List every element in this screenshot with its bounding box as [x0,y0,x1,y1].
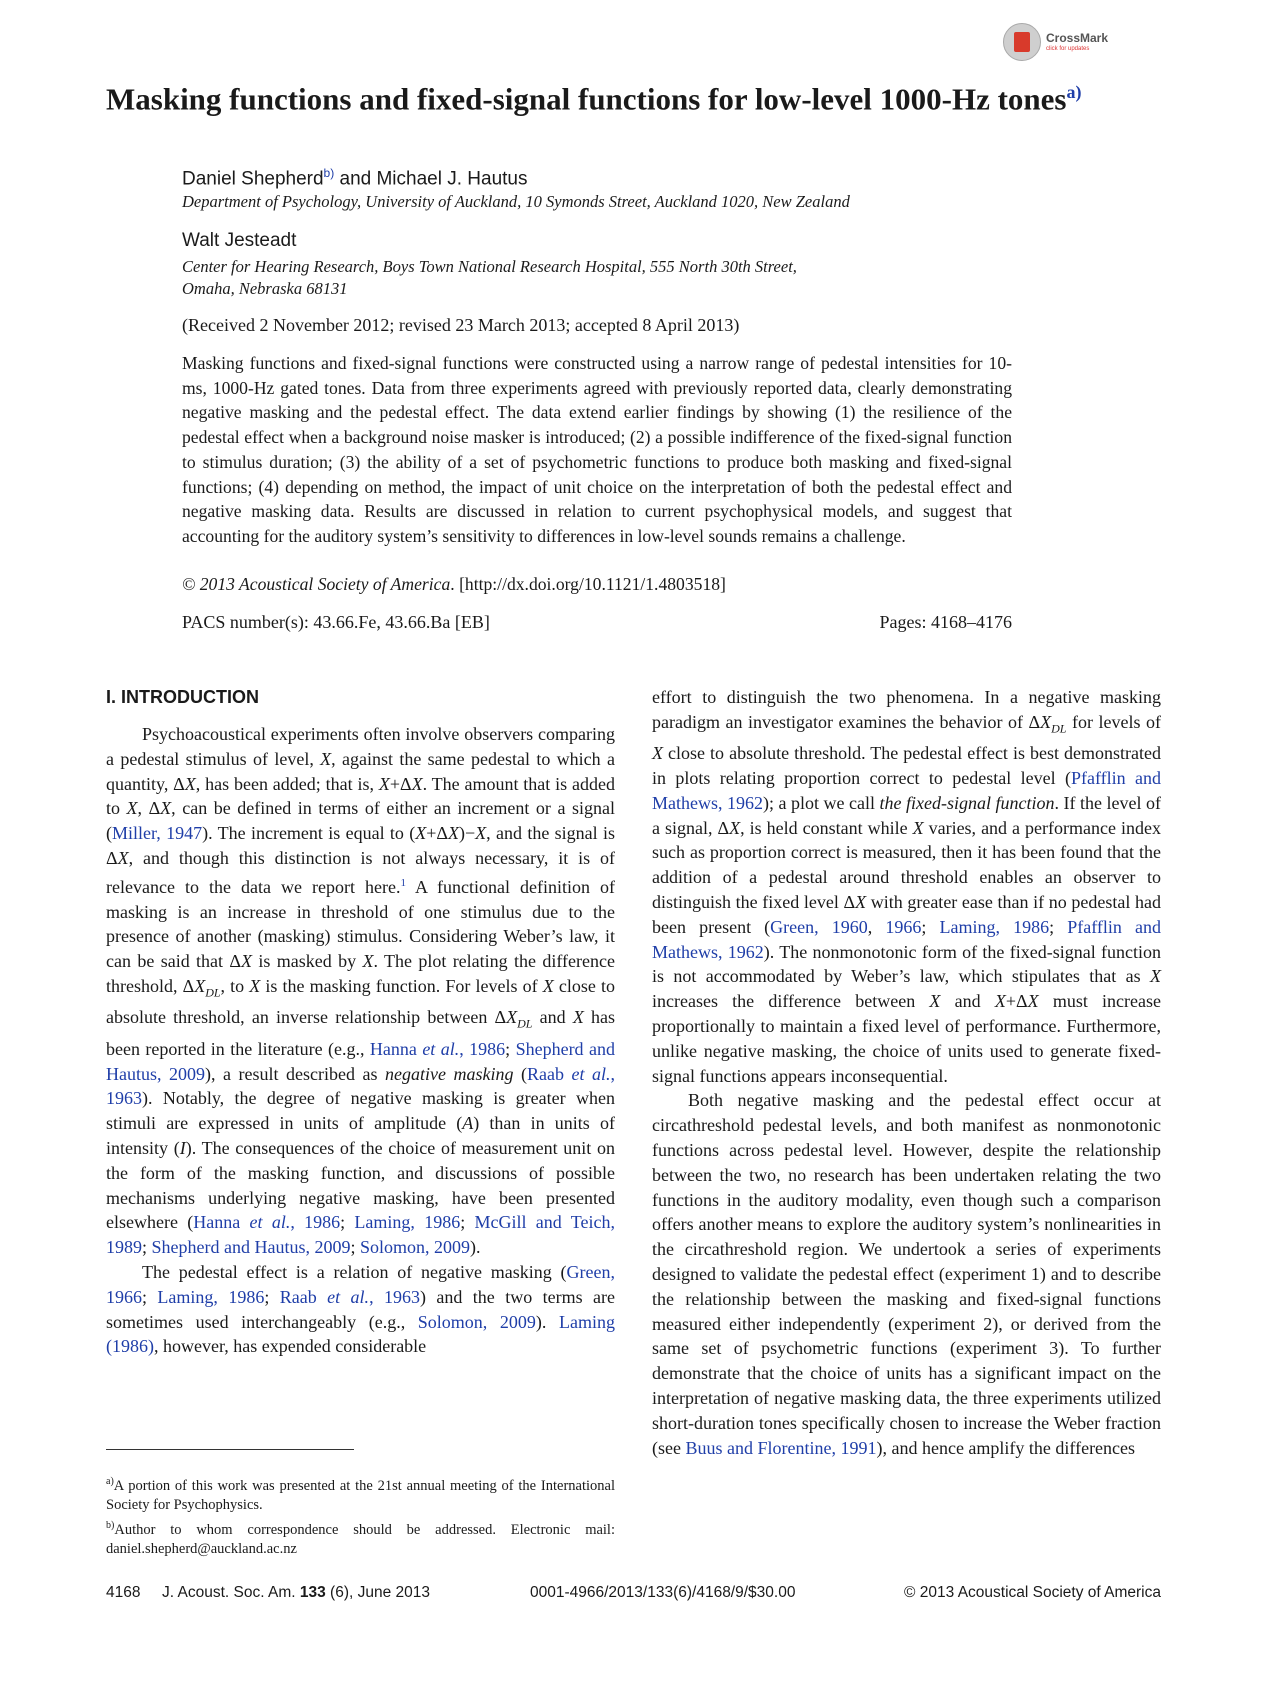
citation-link[interactable]: Green, 1960 [770,916,868,937]
abstract: Masking functions and fixed-signal functions were constructed using a narrow range of pedestal intensities for 10-ms, 1000-Hz gated tones. Data from three experiments agreed with previously reported data, clearly demonstrating negative masking and the pedestal effect. The data extend earlier findings by showing (1) the resilience of the pedestal effect when a background noise masker is introduced; (2) a possible indifference of the fixed-signal function to stimulus duration; (3) the ability of a set of psychometric functions to produce both masking and fixed-signal functions; (4) depending on method, the impact of unit choice on the interpretation of both the pedestal effect and negative masking data. Results are discussed in relation to current psychophysical models, and suggest that accounting for the auditory system’s sensitivity to differences in low-level sounds remains a challenge. [182,353,1012,546]
affiliation-2: Center for Hearing Research, Boys Town National Research Hospital, 555 North 30th Street, Omaha, Nebraska 68131 [182,257,797,298]
citation-link[interactable]: Raab et al., 1963 [106,1063,616,1109]
citation-link[interactable]: Laming, 1986 [354,1212,461,1233]
footnote-divider [106,1449,354,1450]
paragraph: effort to distinguish the two phenomena. In a negative masking paradigm an investigator examines the behavior of $\Delta X_{DL}$ for levels of X close to absolute threshold. The pedestal effect is best demonstrated in plots relating proportion correct to pedestal level (Pfafflin and Mathews, 1962); a plot we call the fixed-signal function. If the level of a signal, ΔX, is held constant while X varies, and a performance index such as proportion correct is measured, then it has been found that the addition of a pedestal around threshold enables an observer to distinguish the fixed level ΔX with greater ease than if no pedestal had been present (Green, 1960, 1966; Laming, 1986; Pfafflin and Mathews, 1962). The nonmonotonic form of the fixed-signal function is not accommodated by Weber’s law, which stipulates that as X increases the difference between X and X+ΔX must increase proportionally to maintain a fixed level of performance. Furthermore, unlike negative masking, the choice of units used to generate fixed-signal functions appears inconsequential. [652,687,1162,1086]
citation-link[interactable]: Pfafflin and Mathews, 1962 [652,767,1161,813]
footer-code: 0001-4966/2013/133(6)/4168/9/$30.00 [530,1584,796,1601]
footnote-b: $^{b)}$Author to whom correspondence should be addressed. Electronic mail: daniel.shepherd@auckland.ac.nz [106,1519,615,1558]
received-dates: (Received 2 November 2012; revised 23 March 2013; accepted 8 April 2013) [182,315,740,335]
abstract-copyright: © 2013 Acoustical Society of America. [http://dx.doi.org/10.1121/1.4803518] [182,574,726,594]
body-column-left [106,722,615,1359]
citation-link[interactable]: Hanna et al., 1986 [369,1038,506,1059]
footnotes [106,1472,615,1560]
citation-link[interactable]: Pfafflin and Mathews, 1962 [652,916,1161,962]
citation-link[interactable]: Laming (1986) [106,1311,615,1357]
page-footer [106,1584,1161,1602]
paragraph: Psychoacoustical experiments often involve observers comparing a pedestal stimulus of level, X, against the same pedestal to which a quantity, ΔX, has been added; that is, X+ΔX. The amount that is added to X, ΔX, can be defined in terms of either an increment or a signal (Miller, 1947). The increment is equal to (X+ΔX)−X, and the signal is ΔX, and though this distinction is not always necessary, it is of relevance to the data we report here.$^1$ A functional definition of masking is an increase in threshold of one stimulus due to the presence of another (masking) stimulus. Considering Weber’s law, it can be said that ΔX is masked by X. The plot relating the difference threshold, $\Delta X_{DL}$, to X is the masking function. For levels of X close to absolute threshold, an inverse relationship between $\Delta X_{DL}$ and X has been reported in the literature (e.g., Hanna et al., 1986; Shepherd and Hautus, 2009), a result described as negative masking (Raab et al., 1963). Notably, the degree of negative masking is greater when stimuli are expressed in units of amplitude (A) than in units of intensity (I). The consequences of the choice of measurement unit on the form of the masking function, and discussions of possible mechanisms underlying negative masking, have been presented elsewhere (Hanna et al., 1986; Laming, 1986; McGill and Teich, 1989; Shepherd and Hautus, 2009; Solomon, 2009). [106,724,616,1258]
crossmark-icon [1003,23,1041,61]
citation-link[interactable]: Laming, 1986 [157,1286,265,1307]
citation-link[interactable]: Miller, 1947 [112,823,203,844]
crossmark-title: CrossMark [1046,31,1109,45]
citation-link[interactable]: Green, 1966 [106,1261,615,1307]
page-range: Pages: 4168–4176 [879,612,1012,632]
footer-copyright: © 2013 Acoustical Society of America [904,1584,1161,1601]
doi-link[interactable]: . [http://dx.doi.org/10.1121/1.4803518] [450,574,726,594]
paragraph: The pedestal effect is a relation of negative masking (Green, 1966; Laming, 1986; Raab et al., 1963) and the two terms are sometimes used interchangeably (e.g., Solomon, 2009). Laming (1986), however, has expended considerable [106,1261,615,1357]
crossmark-subtitle: click for updates [1046,46,1090,52]
title-footnote-link[interactable]: a) [1066,82,1082,102]
footnote-link[interactable]: 1 [400,876,406,889]
author-footnote-link[interactable]: b) [323,166,335,180]
crossmark-badge[interactable] [1003,22,1121,62]
citation-link[interactable]: Hanna et al., 1986 [193,1212,341,1233]
citation-link[interactable]: Buus and Florentine, 1991 [685,1437,877,1458]
citation-link[interactable]: 1966 [885,916,922,937]
citation-link[interactable]: Solomon, 2009 [360,1237,471,1258]
paragraph: Both negative masking and the pedestal effect occur at circathreshold pedestal levels, and both manifest as nonmonotonic functions across pedestal level. However, despite the relationship between the two, no research has been undertaken relating the two functions in the auditory modality, even though such a comparison offers another means to explore the auditory system’s nonlinearities in the circathreshold region. We undertook a series of experiments designed to validate the pedestal effect (experiment 1) and to describe the relationship between the masking and fixed-signal functions measured either independently (experiment 2), or derived from the same set of psychometric functions (experiment 3). To further demonstrate that the choice of units has a significant impact on the interpretation of negative masking data, the three experiments utilized short-duration tones specifically chosen to increase the Weber fraction (see Buus and Florentine, 1991), and hence amplify the differences [652,1090,1161,1458]
citation-link[interactable]: McGill and Teich, 1989 [106,1212,615,1258]
affiliation-1: Department of Psychology, University of Auckland, 10 Symonds Street, Auckland 1020, New Zealand [182,192,850,211]
citation-link[interactable]: Raab et al., 1963 [279,1286,420,1307]
citation-link[interactable]: Shepherd and Hautus, 2009 [106,1038,615,1084]
pacs-numbers: PACS number(s): 43.66.Fe, 43.66.Ba [EB] [182,612,490,632]
citation-link[interactable]: Laming, 1986 [939,916,1050,937]
author-line-1: Daniel Shepherd$^{b)}$ and Michael J. Hautus [182,166,528,190]
citation-link[interactable]: Solomon, 2009 [417,1311,536,1332]
paper-title: Masking functions and fixed-signal functions for low-level 1000-Hz tones$^{a)}$ [106,81,1082,117]
author-line-2: Walt Jesteadt [182,230,297,251]
footnote-a: $^{a)}$A portion of this work was presented at the 21st annual meeting of the International Society for Psychophysics. [106,1476,615,1514]
section-heading: I. INTRODUCTION [106,687,259,707]
body-column-right [652,685,1161,1460]
footer-journal: 4168 J. Acoust. Soc. Am. 133 (6), June 2013 [106,1584,431,1601]
citation-link[interactable]: Shepherd and Hautus, 2009 [151,1237,351,1258]
